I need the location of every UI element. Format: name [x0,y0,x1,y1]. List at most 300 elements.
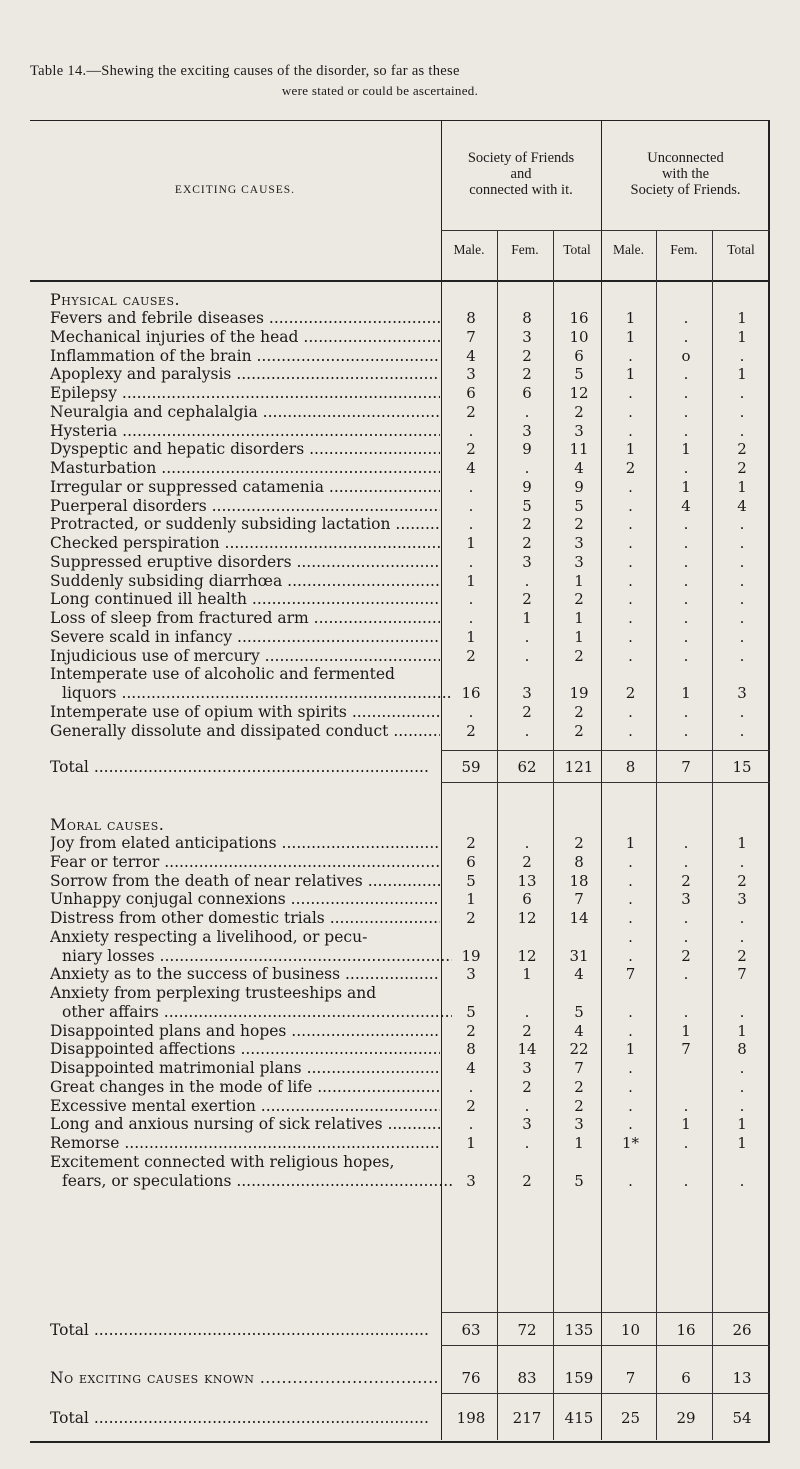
row-cell: 7 [574,890,584,908]
row-cell: 12 [517,947,537,965]
header-male: Male. [612,242,645,257]
row-cell: . [683,1097,689,1115]
row-cell: 2 [522,590,532,608]
row-cell: 4 [737,497,747,515]
row-cell: 10 [620,1321,641,1339]
row-cell: . [524,1003,530,1021]
row-cell: 2 [466,834,476,852]
row-cell: . [683,365,689,383]
row-cell: 13 [732,1369,752,1387]
row-label: Hysteria ..... [50,422,440,440]
row-label: Intemperate use of opium with spirits ..... [50,703,440,721]
row-label: Remorse ..... [50,1134,440,1152]
row-cell: . [628,1022,633,1040]
row-cell: . [683,628,689,646]
table-row [50,703,770,721]
row-cell: 6 [466,384,476,402]
table-row [50,590,770,608]
row-cell: 8 [625,758,636,776]
header-fem: Fem. [670,242,698,257]
row-cell: 9 [522,478,532,496]
row-cell: 1 [466,628,476,646]
row-cell: 8 [466,309,476,327]
row-cell: 1 [737,834,747,852]
row-cell: . [683,609,689,627]
row-label: Excitement connected with religious hopes, [50,1153,395,1171]
total-row-physical [50,758,770,776]
row-cell: 1 [574,609,584,627]
row-label: Irregular or suppressed catamenia ..... [50,478,440,496]
table-row [50,965,770,983]
row-cell: 6 [522,890,532,908]
row-cell: . [739,703,745,721]
row-label: Disappointed matrimonial plans ..... [50,1059,440,1077]
total-rule [441,1345,770,1346]
row-cell: . [628,703,633,721]
row-cell: o [681,347,691,365]
row-cell: 1 [681,1022,691,1040]
row-cell: 62 [517,758,537,776]
table-row [50,515,770,533]
row-cell: 26 [732,1321,752,1339]
row-cell: . [468,590,474,608]
row-cell: 2 [737,947,747,965]
row-cell: 54 [732,1409,752,1427]
row-cell: . [628,928,633,946]
total-rule [441,1312,770,1313]
row-cell: 2 [574,515,584,533]
row-cell: 1 [737,365,747,383]
row-cell: . [739,347,745,365]
table-caption [30,62,770,100]
header-total: Total [727,242,755,257]
caption-line-1: Table 14.—Shewing the exciting causes of the disorder, so far as these [30,63,460,79]
row-cell: . [739,928,745,946]
row-cell: 4 [466,1059,476,1077]
row-cell: 2 [574,1078,584,1096]
row-cell: . [524,459,530,477]
row-cell: 16 [569,309,589,327]
row-cell: . [628,403,633,421]
table-row [50,365,770,383]
row-cell: . [468,609,474,627]
total-rule [441,782,770,783]
row-cell: . [683,1134,689,1152]
row-cell: 1 [737,309,747,327]
row-cell: 159 [564,1369,594,1387]
row-cell: . [628,909,633,927]
row-cell: 8 [574,853,584,871]
table-row [50,1022,770,1040]
table-row [50,609,770,627]
row-cell: . [739,534,745,552]
row-cell: 135 [564,1321,594,1339]
table-row [50,890,770,908]
row-cell: 3 [522,553,532,571]
row-cell: 2 [574,703,584,721]
row-label: Anxiety respecting a livelihood, or pecu- [50,928,368,946]
row-cell: 5 [574,1172,584,1190]
row-cell: 9 [574,478,584,496]
row-cell: 1 [625,309,636,327]
row-label: Intemperate use of alcoholic and fermented [50,665,395,683]
grand-total-row [50,1409,770,1427]
row-cell: 198 [456,1409,486,1427]
row-cell: 1 [466,572,476,590]
row-cell: . [524,647,530,665]
row-cell: . [524,572,530,590]
table-row [50,497,770,515]
row-cell: . [524,628,530,646]
row-cell: 5 [574,1003,584,1021]
table-row [50,384,770,402]
row-cell: 2 [574,590,584,608]
row-cell: . [683,553,689,571]
row-cell: . [683,403,689,421]
row-cell: 3 [466,365,476,383]
row-label: Epilepsy ..... [50,384,440,402]
row-cell: 3 [522,328,532,346]
row-cell: 76 [461,1369,481,1387]
row-cell: 19 [461,947,481,965]
row-cell: 12 [517,909,537,927]
row-cell: . [628,722,633,740]
row-cell: 6 [681,1369,691,1387]
row-cell: 2 [522,515,532,533]
row-cell: . [683,853,689,871]
row-label: Anxiety from perplexing trusteeships and [50,984,377,1002]
row-cell: . [628,422,633,440]
row-cell: . [739,553,745,571]
row-cell: 12 [569,384,589,402]
header-group-unconnected: Unconnected with the Society of Friends. [630,150,741,198]
row-cell: . [739,647,745,665]
row-cell: . [739,1172,745,1190]
table-row [50,722,770,740]
total-rule [441,1393,770,1394]
row-cell: 1 [574,572,584,590]
row-cell: 4 [466,459,476,477]
row-cell: 1 [737,1134,747,1152]
row-label: Neuralgia and cephalalgia ..... [50,403,440,421]
row-label: Anxiety as to the success of business ..... [50,965,440,983]
row-cell: . [628,515,633,533]
header-male: Male. [453,242,485,257]
row-cell: . [468,1078,474,1096]
row-cell: . [683,722,689,740]
row-cell: 2 [466,1022,476,1040]
row-cell: 2 [466,440,476,458]
row-cell: 3 [522,684,532,702]
table-row [50,1003,770,1021]
row-cell: 4 [574,965,584,983]
row-cell: 18 [569,872,589,890]
row-cell: . [628,1115,633,1133]
row-cell: 83 [517,1369,537,1387]
row-cell: 4 [681,497,691,515]
row-cell: 5 [574,365,584,383]
row-cell: 3 [574,422,584,440]
row-label: Apoplexy and paralysis ..... [50,365,440,383]
row-cell: 1 [681,478,691,496]
header-rule [30,280,770,282]
row-cell: . [628,947,633,965]
row-cell: 5 [466,1003,476,1021]
table-row [50,572,770,590]
row-cell: 2 [737,440,747,458]
row-label: Fevers and febrile diseases ..... [50,309,440,327]
row-label: Puerperal disorders ..... [50,497,440,515]
row-cell: . [683,309,689,327]
header-causes: EXCITING CAUSES. [174,184,296,196]
row-cell: 72 [517,1321,537,1339]
table-row [50,984,770,1002]
row-cell: 1 [737,1115,747,1133]
row-cell: 3 [522,1059,532,1077]
row-cell: 13 [517,872,537,890]
row-cell: 1 [681,1115,691,1133]
table-row [50,1172,770,1190]
row-cell: . [628,647,633,665]
row-cell: . [628,890,633,908]
row-cell: . [683,1172,689,1190]
row-cell: 3 [466,965,476,983]
row-cell: . [739,422,745,440]
row-cell: . [739,590,745,608]
table-row [50,853,770,871]
row-cell: 1 [625,328,636,346]
row-cell: 8 [522,309,532,327]
row-cell: 3 [574,1115,584,1133]
row-cell: 2 [574,834,584,852]
row-cell: . [628,553,633,571]
row-cell: . [524,722,530,740]
row-cell: 2 [737,459,747,477]
row-cell: 3 [681,890,691,908]
table-row [50,534,770,552]
row-cell: 1 [466,890,476,908]
row-cell: 2 [522,703,532,721]
row-label: other affairs ..... [50,1003,452,1021]
row-cell: 1 [737,478,747,496]
row-cell: 8 [737,1040,747,1058]
table-row [50,1078,770,1096]
row-cell: . [468,497,474,515]
row-cell: 29 [676,1409,696,1427]
row-cell: . [739,1059,745,1077]
row-cell: 6 [522,384,532,402]
row-cell: . [628,1059,633,1077]
row-cell: 2 [625,459,636,477]
row-cell: 3 [737,890,747,908]
row-cell: 7 [466,328,476,346]
row-cell: 1 [737,1022,747,1040]
subheader-rule [441,230,770,231]
row-cell: 4 [574,1022,584,1040]
row-cell: . [524,1134,530,1152]
row-cell: 7 [681,1040,691,1058]
row-no-causes-known [50,1369,770,1387]
row-cell: 2 [625,684,636,702]
row-cell: 1 [466,1134,476,1152]
row-cell: . [739,1097,745,1115]
row-cell: 3 [574,553,584,571]
row-cell: . [524,403,530,421]
row-cell: 2 [737,872,747,890]
row-cell: . [468,478,474,496]
row-label: Excessive mental exertion ..... [50,1097,440,1115]
row-cell: 2 [574,722,584,740]
row-label: liquors ..... [50,684,452,702]
row-cell: 1 [681,440,691,458]
table-row [50,665,770,683]
table-row [50,403,770,421]
row-cell: . [524,834,530,852]
table-row [50,872,770,890]
row-cell: . [683,572,689,590]
row-cell: . [739,853,745,871]
row-cell: 4 [466,347,476,365]
row-cell: 1 [574,1134,584,1152]
row-cell: 2 [522,853,532,871]
row-cell: 4 [574,459,584,477]
row-cell: . [628,628,633,646]
row-cell: . [524,1097,530,1115]
row-cell: . [683,422,689,440]
row-label: Suddenly subsiding diarrhœa ..... [50,572,440,590]
row-cell: 1 [574,628,584,646]
row-label: Total ..... [50,1409,430,1427]
row-cell: 2 [681,872,691,890]
row-cell: . [739,609,745,627]
row-cell: 1 [625,1040,636,1058]
row-cell: . [739,1003,745,1021]
table-row [50,909,770,927]
row-cell: . [683,459,689,477]
row-cell: . [468,515,474,533]
row-cell: 1 [681,684,691,702]
row-cell: 1* [621,1134,640,1152]
row-cell: . [628,1003,633,1021]
row-cell: 3 [574,534,584,552]
table-row [50,1153,770,1171]
header-total: Total [563,242,591,257]
table-row [50,1040,770,1058]
row-cell: . [683,909,689,927]
row-label: Protracted, or suddenly subsiding lactation ..... [50,515,440,533]
table-row [50,309,770,327]
row-cell: . [739,1078,745,1096]
row-cell: 3 [737,684,747,702]
row-label: Inflammation of the brain ..... [50,347,440,365]
table-row [50,1134,770,1152]
row-cell: . [468,1115,474,1133]
row-cell: 7 [574,1059,584,1077]
row-cell: 7 [625,1369,636,1387]
header-group-friends: Society of Friends and connected with it. [467,150,575,198]
row-cell: . [468,703,474,721]
row-label: Total ..... [50,758,430,776]
total-row-moral [50,1321,770,1339]
row-label: Disappointed plans and hopes ..... [50,1022,440,1040]
row-cell: 9 [522,440,532,458]
row-cell: . [683,647,689,665]
row-cell: . [628,534,633,552]
row-cell: . [683,534,689,552]
row-cell: 1 [522,965,532,983]
row-cell: . [628,1078,633,1096]
row-cell: . [739,722,745,740]
table-row [50,440,770,458]
row-cell: . [628,478,633,496]
table-row [50,422,770,440]
row-cell: 16 [461,684,481,702]
row-cell: 16 [676,1321,696,1339]
table-row [50,553,770,571]
table-row [50,1097,770,1115]
row-cell: 2 [681,947,691,965]
row-label: Generally dissolute and dissipated conduct ..... [50,722,440,740]
row-label: niary losses ..... [50,947,452,965]
row-cell: 2 [466,722,476,740]
row-label: Distress from other domestic trials ..... [50,909,440,927]
row-cell: . [683,703,689,721]
row-cell: 1 [737,328,747,346]
row-cell: . [739,628,745,646]
row-cell: . [683,1003,689,1021]
table-row [50,459,770,477]
row-cell: 59 [461,758,481,776]
row-cell: 1 [625,440,636,458]
row-cell: 5 [574,497,584,515]
table-row [50,834,770,852]
row-label: Mechanical injuries of the head ..... [50,328,440,346]
row-cell: 2 [522,534,532,552]
row-cell: . [683,834,689,852]
table-row [50,347,770,365]
row-cell: 11 [569,440,589,458]
table-row [50,947,770,965]
row-cell: 8 [466,1040,476,1058]
row-cell: 25 [620,1409,641,1427]
row-cell: . [628,572,633,590]
row-label: Dyspeptic and hepatic disorders ..... [50,440,440,458]
row-cell: 1 [625,834,636,852]
row-cell: . [683,515,689,533]
row-cell: 15 [732,758,752,776]
table-row [50,478,770,496]
row-label: Sorrow from the death of near relatives ..... [50,872,440,890]
row-cell: 22 [569,1040,589,1058]
row-label: Long and anxious nursing of sick relatives ..... [50,1115,440,1133]
row-cell: . [628,609,633,627]
section-heading-moral: Moral causes. [50,815,165,834]
row-cell: 2 [574,647,584,665]
row-label: Checked perspiration ..... [50,534,440,552]
table-row [50,1115,770,1133]
row-cell: 6 [574,347,584,365]
table-row [50,647,770,665]
table-row [50,1059,770,1077]
row-label: Joy from elated anticipations ..... [50,834,440,852]
row-cell: . [628,1097,633,1115]
row-cell: . [683,965,689,983]
row-cell: . [739,384,745,402]
row-cell: 2 [466,1097,476,1115]
row-cell: . [628,347,633,365]
row-cell: 2 [522,1078,532,1096]
row-cell: 415 [564,1409,594,1427]
